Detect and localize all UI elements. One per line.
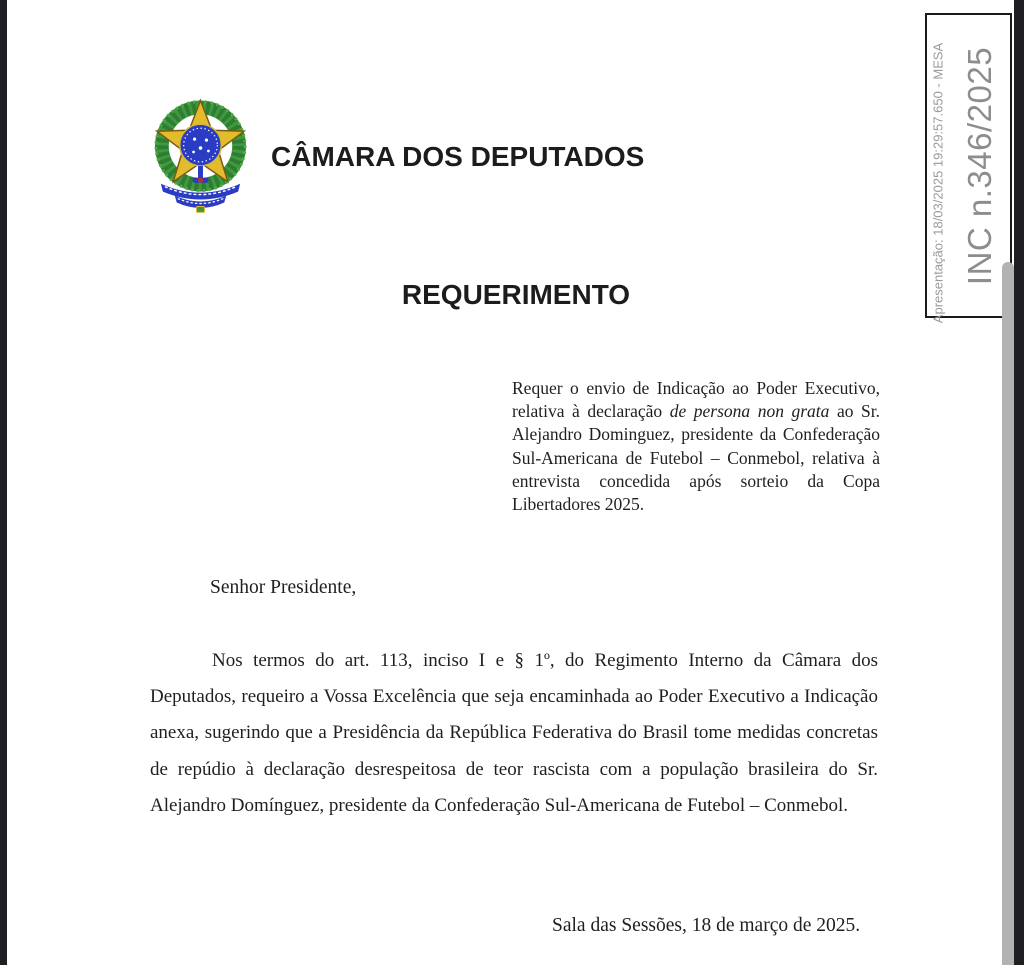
stamp-presentation-timestamp: Apresentação: 18/03/2025 19:29:57.650 - MESA (930, 42, 946, 324)
body-paragraph: Nos termos do art. 113, inciso I e § 1º, do Regimento Interno da Câmara dos Deputados, requeiro a Vossa Excelência que seja encaminhada ao Poder Executivo a Indicação anexa, sugerindo que a Presidência da República Federativa do Brasil tome medidas concretas de repúdio à declaração desrespeitosa de teor rascista com a população brasileira do Sr. Alejandro Domínguez, presidente da Confederação Sul-Americana de Futebol – Conmebol. (150, 650, 878, 816)
document-title: REQUERIMENTO (401, 279, 631, 310)
left-edge-strip (0, 0, 7, 965)
stamp-doc-number: INC n.346/2025 (961, 46, 998, 286)
closing-line: Sala das Sessões, 18 de março de 2025. (552, 915, 861, 936)
summary-text-italic: de persona non grata (669, 401, 830, 422)
summary-text-part2: ao Sr. Alejandro Dominguez, presidente da Confederação Sul-Americana de Futebol – Conmebol, relativa à entrevista concedida após sorteio da Copa Libertadores 2025. (512, 401, 881, 515)
institution-name: CÂMARA DOS DEPUTADOS (271, 141, 645, 172)
right-edge-strip (1014, 0, 1024, 965)
document-summary (512, 377, 880, 516)
coat-of-arms-logo (149, 88, 252, 216)
summary-text-part1: Requer o envio de Indicação ao Poder Executivo, relativa à declaração (512, 378, 880, 422)
salutation: Senhor Presidente, (210, 577, 357, 598)
scrollbar-thumb[interactable] (1002, 262, 1014, 965)
